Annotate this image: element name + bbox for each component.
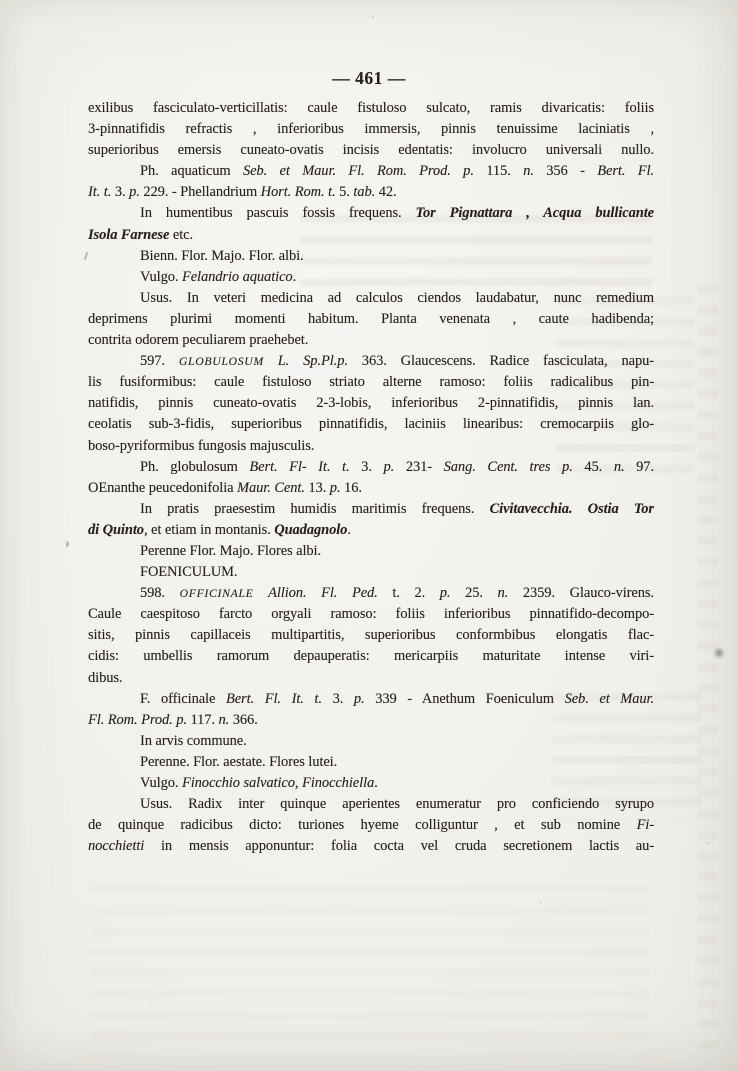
text-segment: Quadagnolo xyxy=(274,521,348,538)
bleedthrough-ghost xyxy=(90,880,650,1040)
text-segment: , xyxy=(294,775,303,791)
text-segment: deprimens plurimi momenti habitum. Planta venenata , caute hadibenda; xyxy=(88,310,654,327)
paragraph xyxy=(88,499,654,541)
text-segment: 97. xyxy=(636,458,654,475)
text-segment: Felandrio aquatico xyxy=(181,268,293,285)
text-segment: OFFICINALE xyxy=(179,587,254,601)
text-segment: Perenne. Flor. aestate. Flores lutei. xyxy=(140,753,338,770)
text-segment: Civitavecchia. Ostia Tor xyxy=(489,500,654,517)
paragraph xyxy=(88,562,654,583)
text-segment: Isola Farnese xyxy=(88,226,173,243)
text-segment: 3-pinnatifidis refractis , inferioribus immersis, pinnis tenuissime laciniatis , xyxy=(88,121,654,138)
text-segment: Usus. Radix inter quinque aperientes enumeratur pro conficiendo syrupo xyxy=(140,796,654,813)
text-segment: nocchietti xyxy=(88,838,145,855)
paragraph xyxy=(88,731,654,752)
text-segment: 229. - Phellandrium xyxy=(143,184,261,201)
paragraph xyxy=(88,351,654,456)
text-line xyxy=(88,794,654,815)
text-segment: . xyxy=(292,268,297,285)
text-segment: Ph. aquaticum xyxy=(140,163,243,180)
page-number: — 461 — xyxy=(332,68,406,88)
text-segment: 366. xyxy=(232,711,258,728)
paper-speck xyxy=(150,1002,152,1004)
paragraph xyxy=(88,583,654,688)
text-segment: 25. xyxy=(465,585,498,602)
text-segment: t. 2. xyxy=(392,585,440,602)
text-segment: 115. xyxy=(486,163,524,180)
text-segment: 3. xyxy=(114,184,130,201)
text-segment: n. xyxy=(497,585,523,602)
text-segment: FOENICULUM. xyxy=(140,564,238,581)
text-segment: OEnanthe peucedonifolia xyxy=(88,479,238,496)
text-segment: Finocchio salvatico xyxy=(181,775,295,791)
page-text-block xyxy=(88,98,654,857)
text-line xyxy=(88,499,654,520)
text-segment: n. xyxy=(613,458,637,475)
text-line xyxy=(88,710,654,731)
text-segment xyxy=(253,585,268,601)
text-segment: n. xyxy=(523,163,547,180)
paper-speck xyxy=(372,16,374,18)
text-line xyxy=(88,815,654,836)
text-line xyxy=(88,288,654,309)
text-segment: Tor Pignattara , Acqua bullicante xyxy=(415,205,654,222)
text-line xyxy=(88,836,654,857)
text-segment: sitis, pinnis capillaceis multipartitis, superioribus conformbibus elongatis flac- xyxy=(88,627,654,644)
text-line xyxy=(88,309,654,330)
text-line xyxy=(88,246,654,267)
text-segment: p. xyxy=(329,479,345,496)
text-line xyxy=(88,520,654,541)
text-line xyxy=(88,267,654,288)
paragraph xyxy=(88,773,654,794)
text-line xyxy=(88,646,654,667)
text-segment: superioribus emersis cuneato-ovatis incisis edentatis: involucro universali nullo. xyxy=(88,142,654,159)
paragraph xyxy=(88,267,654,288)
text-line xyxy=(88,161,654,182)
text-line xyxy=(88,351,654,372)
text-segment: 598. xyxy=(140,585,180,602)
text-segment: de quinque radicibus dicto: turiones hyeme colliguntur , et sub nomine xyxy=(88,817,637,834)
text-segment: 42. xyxy=(378,184,397,201)
text-segment: 117. xyxy=(190,711,219,728)
text-segment: Maur. Cent. xyxy=(237,479,309,496)
text-segment: It. t. xyxy=(88,184,115,201)
text-segment: lis fusiformibus: caule fistuloso striato alterne ramoso: foliis radicalibus pin- xyxy=(88,374,654,391)
text-segment: Vulgo. xyxy=(140,268,182,285)
text-segment: Hort. Rom. t. xyxy=(260,184,340,201)
text-segment: 5. xyxy=(339,184,354,201)
text-segment: p. xyxy=(353,690,376,707)
paper-speck xyxy=(706,842,709,844)
text-segment: di Quinto xyxy=(88,521,144,538)
paragraph xyxy=(88,288,654,351)
text-line xyxy=(88,689,654,710)
text-line xyxy=(88,414,654,435)
text-segment: 363. Glaucescens. Radice fasciculata, napu- xyxy=(361,353,654,370)
text-segment: Bert. Fl. It. t. xyxy=(225,690,333,707)
text-segment: n. xyxy=(218,711,233,728)
text-line xyxy=(88,731,654,752)
text-segment: 2359. Glauco-virens. xyxy=(522,585,654,602)
text-segment: In arvis commune. xyxy=(140,732,247,749)
text-line xyxy=(88,541,654,562)
text-segment: p. xyxy=(383,458,406,475)
paragraph xyxy=(88,541,654,562)
text-segment: In humentibus pascuis fossis frequens. xyxy=(140,205,416,222)
text-line xyxy=(88,436,654,457)
text-segment: 13. xyxy=(308,479,330,496)
text-segment: natifidis, pinnis cuneato-ovatis 2-3-lobis, inferioribus 2-pinnatifidis, pinnis lan. xyxy=(88,395,654,412)
text-segment: boso-pyriformibus fungosis majusculis. xyxy=(88,437,315,454)
text-segment: Sang. Cent. tres p. xyxy=(443,458,585,475)
text-segment: Bert. Fl- It. t. xyxy=(249,458,362,475)
text-segment: in mensis apponuntur: folia cocta vel cruda secretionem lactis au- xyxy=(144,838,654,855)
paper-speck xyxy=(66,541,69,547)
text-segment: Perenne Flor. Majo. Flores albi. xyxy=(140,542,322,559)
text-line xyxy=(88,604,654,625)
text-segment: p. xyxy=(129,184,144,201)
text-segment: , et etiam in montanis. xyxy=(143,521,275,538)
text-segment: exilibus fasciculato-verticillatis: caule fistuloso sulcato, ramis divaricatis: foliis xyxy=(88,100,654,116)
text-segment: In pratis praesestim humidis maritimis frequens. xyxy=(140,500,490,517)
text-segment: Seb. et Maur. xyxy=(564,690,654,707)
text-line xyxy=(88,98,654,119)
text-segment: tab. xyxy=(353,184,379,201)
text-segment: 3. xyxy=(332,690,354,707)
text-segment: GLOBULOSUM xyxy=(178,355,264,369)
text-segment: dibus. xyxy=(88,669,123,686)
text-segment: Finocchiella xyxy=(302,775,375,791)
text-segment: 45. xyxy=(584,458,614,475)
text-segment: Allion. Fl. Ped. xyxy=(268,585,393,602)
text-line xyxy=(88,625,654,646)
text-segment: contrita odorem peculiarem praehebet. xyxy=(88,332,309,349)
text-segment: 339 - Anethum Foeniculum xyxy=(375,690,565,707)
text-segment: . xyxy=(347,521,351,538)
text-segment: Ph. globulosum xyxy=(140,458,250,475)
text-segment: 356 - xyxy=(546,163,598,180)
text-line xyxy=(88,562,654,583)
text-line xyxy=(88,393,654,414)
text-line xyxy=(88,182,654,203)
text-segment: Caule caespitoso farcto orgyali ramoso: foliis inferioribus pinnatifido-decompo- xyxy=(88,606,654,623)
text-line xyxy=(88,330,654,351)
paper-speck xyxy=(715,649,723,657)
text-line xyxy=(88,119,654,140)
text-segment: L. Sp.Pl.p. xyxy=(277,353,362,370)
paragraph xyxy=(88,457,654,499)
text-line xyxy=(88,773,654,794)
paragraph xyxy=(88,161,654,203)
paragraph xyxy=(88,98,654,161)
text-line xyxy=(88,457,654,478)
text-segment: 3. xyxy=(361,458,384,475)
text-line xyxy=(88,225,654,246)
text-line xyxy=(88,478,654,499)
bleedthrough-ghost xyxy=(698,280,718,1060)
paragraph xyxy=(88,752,654,773)
text-segment: 597. xyxy=(140,353,179,370)
text-segment xyxy=(264,353,278,369)
text-segment: Vulgo. xyxy=(140,775,182,791)
text-line xyxy=(88,752,654,773)
text-segment: p. xyxy=(439,585,466,602)
text-segment: Seb. et Maur. Fl. Rom. Prod. p. xyxy=(242,163,487,180)
text-line xyxy=(88,372,654,393)
paragraph xyxy=(88,794,654,857)
paragraph xyxy=(88,203,654,245)
text-segment: 231- xyxy=(405,458,444,475)
text-line xyxy=(88,203,654,224)
text-line xyxy=(88,140,654,161)
text-segment: F. officinale xyxy=(140,690,226,707)
text-segment: Fi- xyxy=(636,817,654,834)
text-segment: ceolatis sub-3-fidis, superioribus pinnatifidis, laciniis linearibus: cremocarpiis glo- xyxy=(88,416,654,433)
paragraph xyxy=(88,689,654,731)
paragraph xyxy=(88,246,654,267)
text-segment: etc. xyxy=(172,226,194,243)
text-segment: cidis: umbellis ramorum depauperatis: mericarpiis maturitate intense viri- xyxy=(88,648,654,665)
text-segment: Usus. In veteri medicina ad calculos ciendos laudabatur, nunc remedium xyxy=(140,289,654,306)
text-line xyxy=(88,668,654,689)
paper-speck xyxy=(540,902,542,904)
text-segment: Fl. Rom. Prod. p. xyxy=(88,711,191,728)
text-line xyxy=(88,583,654,604)
text-segment: 16. xyxy=(344,479,362,496)
text-segment: Bienn. Flor. Majo. Flor. albi. xyxy=(140,247,304,264)
text-segment: . xyxy=(374,775,378,791)
text-segment: Bert. Fl. xyxy=(597,163,654,180)
